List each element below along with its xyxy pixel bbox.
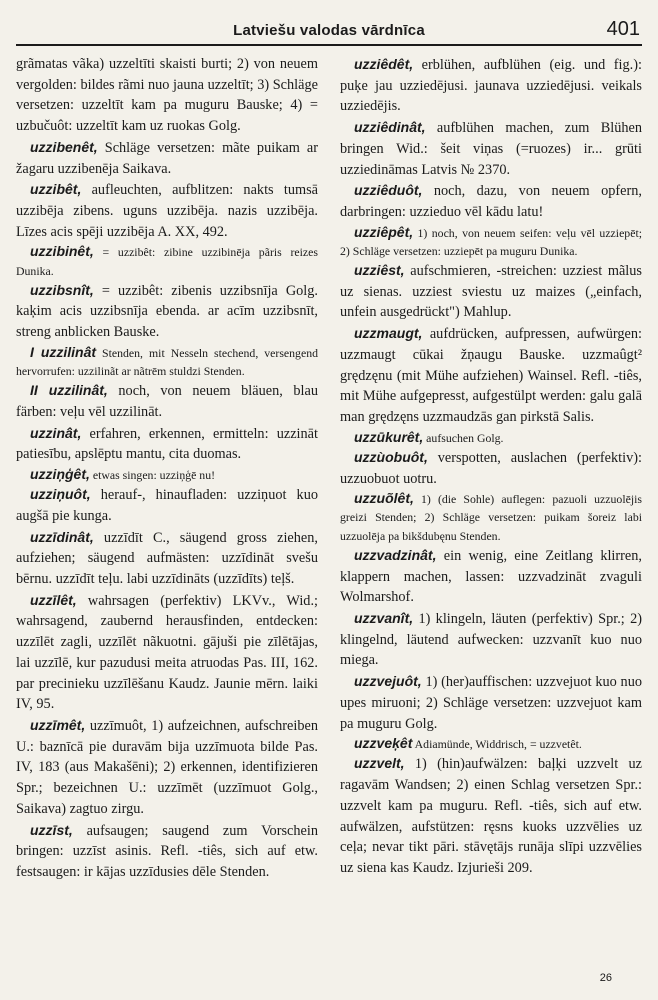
entry-definition: erfahren, erkennen, ermitteln: uzzināt patiesību, apslēptu mantu, cita duomas.	[16, 425, 318, 463]
dictionary-entry	[340, 545, 642, 608]
entry-headword: uzzūkurêt,	[354, 428, 424, 445]
dictionary-entry	[340, 608, 642, 671]
entry-headword: uzziņuôt,	[30, 486, 91, 503]
dictionary-entry	[340, 54, 642, 117]
entry-definition: = uzzibêt: zibenis uzzibsnīja Golg. kaķim acis uzzibsnīja ebenda. ar acīm uzzibsnīt, streng anblicken Bauske.	[16, 282, 318, 341]
dictionary-entry	[340, 260, 642, 323]
dictionary-entry	[16, 820, 318, 883]
entry-headword: uzzveķêt	[354, 735, 413, 752]
dictionary-entry	[340, 489, 642, 545]
entry-definition: Schläge versetzen: mãte puikam ar žagaru uzzibenēja Saikava.	[16, 139, 318, 177]
dictionary-entry	[16, 380, 318, 422]
entry-definition: Stenden, mit Nesseln stechend, versengend hervorrufen: uzzilinãt ar nãtrēm stuldzi Stenden.	[16, 345, 318, 379]
dictionary-entry	[340, 428, 642, 447]
entry-headword: uzzùobuôt,	[354, 448, 428, 465]
entry-definition: 1) (her)auffischen: uzzvejuot kuo nuo upes miruoni; 2) Schläge versetzen: uzzvejuot kam pa muguru Golg.	[340, 674, 642, 732]
entry-headword: uzzibsnît,	[30, 281, 94, 298]
entry-definition: 1) klingeln, läuten (perfektiv) Spr.; 2) klingelnd, läutend aufwecken: uzzvanīt kuo nuo miega.	[340, 610, 642, 669]
entry-definition: ein wenig, eine Zeitlang klirren, klappern machen, lassen: uzzvadzināt zvaguli Wolmarshof.	[340, 547, 642, 606]
entry-definition: grãmatas vãka) uzzeltīti skaisti burti; 2) von neuem vergolden: bildes rãmi nuo jauna uzzeltīt; 3) Schläge versetzen: uzzeltīt kam pa muguru Bauske; 4) = uzbučuôt: uzzeltīt kam uz ruokas Golg.	[16, 56, 318, 135]
dictionary-entry	[16, 179, 318, 242]
dictionary-entry	[16, 343, 318, 380]
dictionary-entry	[16, 54, 318, 137]
entry-definition: 1) noch, von neuem seifen: veļu vēl uzziepēt; 2) Schläge versetzen: uzziepēt pa muguru Dunika.	[340, 225, 642, 258]
entry-headword: uzziêdinât,	[354, 119, 426, 136]
entry-headword: uzzmaugt,	[354, 325, 423, 342]
dictionary-entry	[340, 323, 642, 428]
entry-headword: uzzīlêt,	[30, 591, 77, 608]
entry-definition: noch, dazu, von neuem opfern, darbringen: uzzieduo vēl kādu latu!	[340, 183, 642, 220]
dictionary-entry	[340, 753, 642, 878]
entry-headword: uzzinât,	[30, 424, 82, 441]
entry-definition: uzzīmuôt, 1) aufzeichnen, aufschreiben U.: baznīcā pie duravām bija uzzīmuota bilde Pas. IV, 183 (aus Makašēni); 2) erkennen, identifizieren Spr.; bezeichnen U.: uzzīmēt (uzzīmuot Golg., Saikava) zagtuo zirgu.	[16, 718, 318, 817]
dictionary-entry	[340, 447, 642, 489]
entry-definition: aufdrücken, aufpressen, aufwürgen: uzzmaugt cūkai žņaugu Bauske. uzzmaûgt² grędzęnu (mit Mühe aufziehen) Wainsel. Refl. -tiês, mit Mühe aufgepresst, aufgestülpt werden: galu galā man grędzęns uzzmaudzās gan pirkstā Salis.	[340, 326, 642, 425]
signature-mark: 26	[599, 972, 612, 984]
dictionary-entry	[340, 117, 642, 180]
entry-definition: erblühen, aufblühen (eig. und fig.): puķe jau uzziedējusi. jaunava uzziedējusi. veikals uzziedējis.	[340, 57, 642, 115]
entry-headword: uzzvelt,	[354, 755, 405, 772]
entry-headword: uzzvadzinât,	[354, 546, 437, 563]
entry-headword: uzzīst,	[30, 821, 73, 838]
entry-headword: uzziêduôt,	[354, 182, 423, 199]
entry-headword: II uzzilinât,	[30, 382, 108, 399]
entry-definition: etwas singen: uzziņģē nu!	[89, 468, 216, 483]
dictionary-entry	[16, 715, 318, 820]
dictionary-entry	[16, 280, 318, 343]
page-header	[16, 10, 642, 46]
entry-definition: 1) (die Sohle) auflegen: pazuoli uzzuolējis greizi Stenden; 2) Schläge versetzen: puikam šoreiz labi uzzuolēja pa bikšdubęnu Stenden.	[340, 492, 642, 543]
page-number: 401	[606, 18, 640, 40]
entry-headword: uzzibinêt,	[30, 243, 94, 260]
columns	[16, 54, 642, 883]
entry-headword: uzzīdinât,	[30, 528, 94, 545]
entry-headword: uzzuõlêt,	[354, 490, 414, 507]
entry-headword: uzzvanît,	[354, 609, 414, 626]
entry-definition: aufsuchen Golg.	[423, 430, 504, 445]
entry-definition: aufschmieren, -streichen: uzziest mãlus uz sienas. uzziest sviestu uz maizes („einfach, unfein ausgedrückt") Mahlup.	[340, 263, 642, 321]
page-title: Latviešu valodas vārdnīca	[233, 22, 425, 39]
dictionary-entry	[340, 734, 642, 753]
dictionary-entry	[16, 465, 318, 484]
right-column	[340, 54, 642, 883]
dictionary-entry	[340, 180, 642, 222]
entry-definition: aufleuchten, aufblitzen: nakts tumsā uzzibēja zibens. uguns uzzibēja. nazis uzzibēja. Līzes acis spēji uzzibēja A. XX, 492.	[16, 182, 318, 240]
entry-definition: 1) (hin)aufwälzen: baļķi uzzvelt uz ragavām Wandsen; 2) einen Schlag versetzen Spr.: uzzvelt kam pa muguru. Refl. -tiês, sich auf etw. aufwälzen, aufstützen: ręsns kuoks uzzvēlies uz ceļa; nevar tikt pāri. stāvętājs runāja slīpi uzzvēlies uz siena kas Kaudz. Izjurieši 209.	[340, 756, 642, 876]
dictionary-entry	[16, 423, 318, 465]
dictionary-entry	[16, 242, 318, 279]
entry-definition: noch, von neuem bläuen, blau färben: veļu vēl uzzilināt.	[16, 383, 319, 420]
entry-definition: wahrsagen (perfektiv) LKVv., Wid.; wahrsagend, zaubernd herausfinden, entdecken: uzzīlēt zagli, uzzīlēt nãkuotni. gājuši pie zīlētājas, lai uzzīlē, kur pazudusi meita atruodas Pas. III, 162. par precinieku uzzīlēšanu Kaudz. Jaunie mērn. laiki IV, 95.	[16, 592, 318, 713]
dictionary-page	[16, 10, 642, 994]
entry-headword: uzzvejuôt,	[354, 673, 422, 690]
entry-definition: = uzzibêt: zibine uzzibinēja pãris reizes Dunika.	[16, 245, 318, 278]
entry-headword: uzzibenêt,	[30, 138, 98, 155]
entry-headword: uzziêpêt,	[354, 223, 414, 240]
left-column	[16, 54, 318, 883]
entry-headword: uzzīmêt,	[30, 717, 86, 733]
entry-definition: aufblühen machen, zum Blühen bringen Wid.: šeit viņas (=ruozes) ir... grūti uzziedināmas Latvis № 2370.	[340, 120, 642, 178]
entry-headword: uzziņģêt,	[30, 466, 90, 483]
entry-definition: Adiamünde, Widdrisch, = uzzvetêt.	[412, 737, 582, 752]
entry-definition: herauf-, hinaufladen: uzziņuot kuo augšā pie kunga.	[16, 487, 318, 524]
entry-definition: verspotten, auslachen (perfektiv): uzzuobuot uotru.	[340, 449, 642, 487]
dictionary-entry	[16, 527, 318, 590]
dictionary-entry	[16, 137, 318, 179]
entry-headword: uzzibêt,	[30, 181, 82, 198]
dictionary-entry	[16, 484, 318, 526]
entry-headword: I uzzilinât	[30, 343, 97, 360]
dictionary-entry	[16, 590, 318, 715]
entry-definition: aufsaugen; saugend zum Vorschein bringen: uzzīst asinis. Refl. -tiês, sich auf etw. festsaugen: ir kājas uzzīdusies dēle Stenden.	[16, 822, 318, 880]
entry-definition: uzzīdīt C., säugend gross ziehen, aufziehen; säugend aufmästen: uzzīdināt svešu bērnu. uzzīdīt teļu. labi uzzīdināts (uzzīdīts) teļš.	[16, 529, 318, 588]
entry-headword: uzziêst,	[354, 262, 405, 279]
entry-headword: uzziêdêt,	[354, 56, 414, 72]
dictionary-entry	[340, 671, 642, 734]
dictionary-entry	[340, 223, 642, 260]
